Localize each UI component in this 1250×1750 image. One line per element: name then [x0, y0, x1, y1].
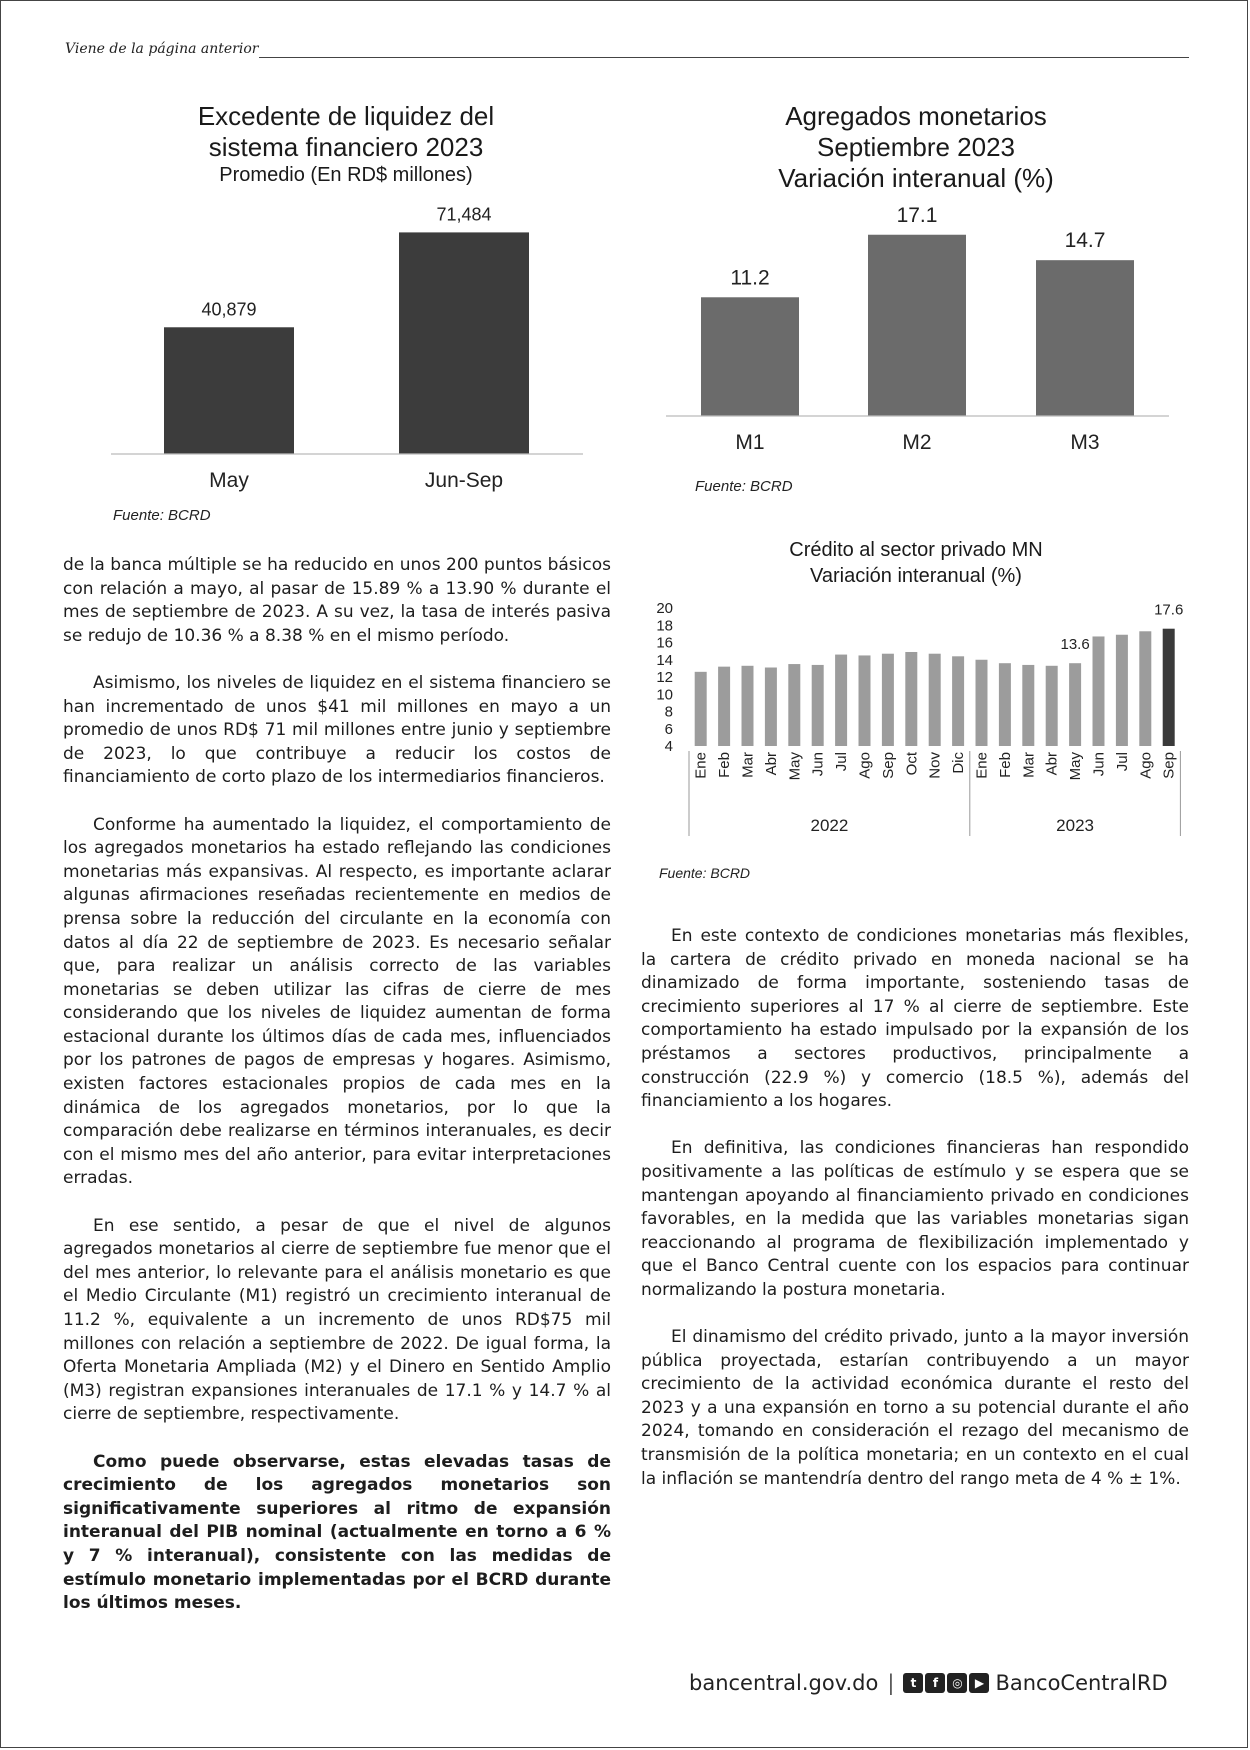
paragraph: El dinamismo del crédito privado, junto a la mayor inversión pública proyectada, estarían contribuyendo a un mayor crecimiento de la actividad económica durante el resto del 2023 y a una expansión en torno a su potencial durante el año 2024, tomando en consideración el rezago del mecanismo de transmisión de la política monetaria; en un contexto en el cual la inflación se mantendría dentro del rango meta de 4 % ± 1%. [641, 1327, 1189, 1489]
chart3-bar [999, 663, 1011, 746]
chart1-bar [399, 232, 529, 454]
social-handle[interactable]: BancoCentralRD [995, 1671, 1168, 1695]
chart3-month-label: Nov [926, 752, 944, 779]
chart3-bar [952, 656, 964, 746]
chart2-title-line: Agregados monetarios [785, 101, 1047, 131]
chart3-bar [695, 672, 707, 746]
chart3-month-label: Jun [809, 752, 827, 777]
chart3-month-label: Feb [716, 752, 734, 778]
chart3-ytick-label: 10 [656, 686, 673, 704]
chart3-subtitle: Variación interanual (%) [810, 565, 1022, 587]
chart3-bar [905, 652, 917, 746]
paragraph: Asimismo, los niveles de liquidez en el sistema financiero se han incrementado de unos $41 mil millones en mayo a un promedio de unos RD$ 71 mil millones entre junio y septiembre de 2023, lo que contribuye a reducir los costos de financiamiento de corto plazo de los intermediarios financieros. [63, 672, 611, 788]
chart2-monetary-aggregates [661, 203, 1181, 461]
chart3-annotation-label: 17.6 [1154, 601, 1184, 619]
chart3-annotation-label: 13.6 [1060, 636, 1090, 654]
chart3-bar [812, 665, 824, 746]
chart3-month-label: May [1067, 752, 1085, 781]
chart3-month-label: Ene [973, 752, 991, 779]
chart3-month-label: Feb [996, 752, 1014, 778]
facebook-icon[interactable]: f [925, 1673, 945, 1693]
chart3-month-label: Sep [1160, 752, 1178, 779]
chart3-bar [1116, 635, 1128, 746]
chart3-bar [1022, 665, 1034, 746]
chart2-category-label: M1 [735, 431, 765, 454]
footer [689, 1671, 1168, 1695]
paragraph: Conforme ha aumentado la liquidez, el comportamiento de los agregados monetarios ha estado reflejando las condiciones monetarias más expansivas. Al respecto, es importante aclarar algunas afirmaciones reseñadas recientemente en medios de prensa sobre la reducción del circulante en la economía con datos al día 22 de septiembre de 2023. Es necesario señalar que, para realizar un análisis correcto de las variables monetarias se deben utilizar las cifras de cierre de mes considerando que los niveles de liquidez aumentan de forma estacional durante los últimos días de cada mes, influenciados por los patrones de pagos de empresas y hogares. Asimismo, existen factores estacionales propios de cada mes en la dinámica de los agregados monetarios, por lo que la comparación debe realizarse en términos interanuales, es decir con el mismo mes del año anterior, para evitar interpretaciones erradas. [63, 814, 611, 1189]
chart3-bar [929, 654, 941, 746]
chart2-category-label: M2 [902, 431, 932, 454]
chart3-ytick-label: 16 [656, 634, 673, 652]
chart2-bar [701, 297, 799, 416]
website-link[interactable]: bancentral.gov.do [689, 1671, 879, 1695]
chart3-month-label: Mar [1020, 752, 1038, 778]
chart1-data-label: 71,484 [436, 204, 492, 225]
chart3-ytick-label: 20 [656, 600, 673, 617]
chart2-bar [868, 235, 966, 416]
chart1-data-label: 40,879 [201, 299, 257, 320]
continuation-note: Viene de la página anterior [65, 41, 259, 57]
chart3-bar [835, 655, 847, 746]
chart1-bar [164, 327, 294, 454]
chart1-source: Fuente: BCRD [113, 507, 211, 524]
chart1-subtitle: Promedio (En RD$ millones) [219, 164, 473, 186]
chart3-month-label: Sep [879, 752, 897, 779]
chart3-month-label: Abr [762, 752, 780, 776]
footer-separator: | [887, 1671, 895, 1695]
chart3-month-label: Abr [1043, 752, 1061, 776]
chart3-month-label: May [786, 752, 804, 781]
chart3-bar [1139, 631, 1151, 746]
chart3-ytick-label: 8 [664, 703, 673, 721]
paragraph: En este contexto de condiciones monetarias más flexibles, la cartera de crédito privado en moneda nacional se ha dinamizado de forma importante, sosteniendo tasas de crecimiento superiores al 17 % al cierre de septiembre. Este comportamiento ha estado impulsado por la expansión de los préstamos a sectores productivos, principalmente a construcción (22.9 %) y comercio (18.5 %), además del financiamiento a los hogares. [641, 926, 1189, 1112]
chart3-ytick-label: 6 [664, 720, 673, 738]
chart3-title [661, 537, 1171, 589]
chart1-category-label: Jun-Sep [424, 469, 504, 492]
chart3-ytick-label: 12 [656, 669, 673, 686]
chart2-title [661, 101, 1171, 194]
chart3-bar [1163, 629, 1175, 746]
chart2-category-label: M3 [1070, 431, 1100, 454]
chart3-month-label: Mar [739, 752, 757, 778]
paragraph: de la banca múltiple se ha reducido en unos 200 puntos básicos con relación a mayo, al pasar de 15.89 % a 13.90 % durante el mes de septiembre de 2023. A su vez, la tasa de interés pasiva se redujo de 10.36 % a 8.38 % en el mismo período. [63, 555, 611, 646]
chart3-month-label: Dic [950, 752, 968, 774]
header-rule [259, 57, 1189, 58]
chart1-category-label: May [209, 469, 249, 492]
chart3-month-label: Oct [903, 752, 921, 776]
paragraph: En ese sentido, a pesar de que el nivel de algunos agregados monetarios al cierre de septiembre fue menor que el del mes anterior, lo relevante para el análisis monetario es que el Medio Circulante (M1) registró un crecimiento interanual de 11.2 %, equivalente a un incremento de unos RD$75 mil millones con relación a septiembre de 2022. De igual forma, la Oferta Monetaria Ampliada (M2) y el Dinero en Sentido Amplio (M3) registran expansiones interanuales de 17.1 % y 14.7 % al cierre de septiembre, respectivamente. [63, 1215, 611, 1425]
chart3-title-line: Crédito al sector privado MN [789, 539, 1043, 561]
chart2-title-line: Septiembre 2023 [816, 132, 1016, 162]
chart1-title-line: sistema financiero 2023 [208, 132, 484, 162]
chart3-month-label: Jul [833, 752, 851, 772]
chart2-data-label: 11.2 [730, 266, 770, 290]
left-column [63, 554, 611, 1639]
chart3-month-label: Ago [856, 752, 874, 779]
chart3-bar [788, 664, 800, 746]
chart3-private-credit [641, 596, 1191, 841]
chart2-title-line: Variación interanual (%) [778, 163, 1054, 193]
chart3-year-label: 2022 [810, 816, 849, 835]
chart1-title-line: Excedente de liquidez del [197, 101, 495, 131]
chart3-bar [718, 667, 730, 746]
chart3-bar [882, 654, 894, 746]
chart3-ytick-label: 18 [656, 617, 673, 635]
chart2-data-label: 17.1 [896, 203, 938, 227]
right-column [641, 925, 1189, 1515]
chart1-liquidity [111, 206, 591, 496]
chart3-year-label: 2023 [1056, 816, 1095, 835]
chart2-source: Fuente: BCRD [695, 478, 793, 495]
chart3-bar [742, 666, 754, 746]
chart3-bar [1069, 663, 1081, 746]
chart3-month-label: Ago [1137, 752, 1155, 779]
paragraph-bold: Como puede observarse, estas elevadas tasas de crecimiento de los agregados monetarios son significativamente superiores al ritmo de expansión interanual del PIB nominal (actualmente en torno a 6 % y 7 % interanual), consistente con las medidas de estímulo monetario implementadas por el BCRD durante los últimos meses. [63, 1451, 611, 1614]
chart3-bar [859, 655, 871, 746]
chart1-title [111, 101, 581, 163]
chart3-bar [765, 668, 777, 746]
chart3-bar [1093, 636, 1105, 746]
youtube-icon[interactable]: ▶ [969, 1673, 989, 1693]
chart3-month-label: Jun [1090, 752, 1108, 777]
instagram-icon[interactable]: ◎ [947, 1673, 967, 1693]
chart3-bar [976, 660, 988, 746]
twitter-icon[interactable]: t [903, 1673, 923, 1693]
chart3-month-label: Ene [692, 752, 710, 779]
chart2-bar [1036, 260, 1134, 416]
chart2-data-label: 14.7 [1064, 229, 1106, 253]
chart3-bar [1046, 666, 1058, 746]
paragraph: En definitiva, las condiciones financieras han respondido positivamente a las políticas de estímulo y se espera que se mantengan apoyando al financiamiento privado en condiciones favorables, en la medida que las variables monetarias sigan reaccionando al programa de flexibilización implementado y que el Banco Central cuente con los espacios para continuar normalizando la postura monetaria. [641, 1138, 1189, 1300]
chart3-source: Fuente: BCRD [659, 865, 751, 881]
chart3-ytick-label: 14 [656, 651, 673, 669]
chart3-month-label: Jul [1113, 752, 1131, 772]
chart3-ytick-label: 4 [664, 738, 673, 755]
